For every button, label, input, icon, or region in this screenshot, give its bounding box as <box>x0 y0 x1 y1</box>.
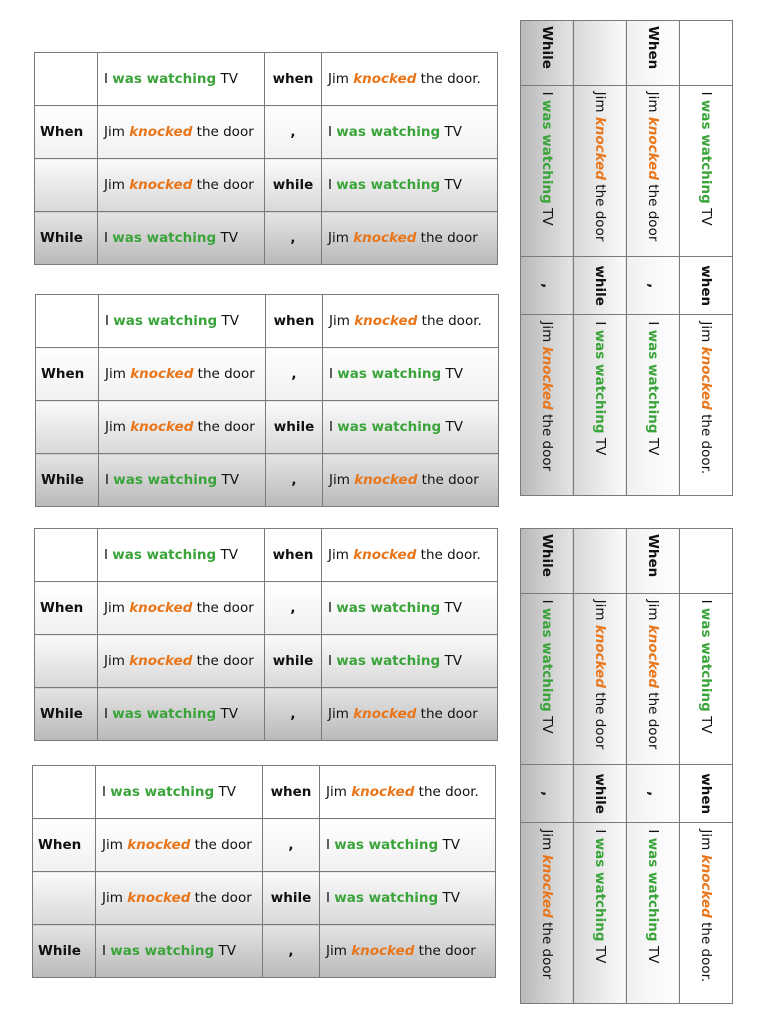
table-row <box>680 529 733 1004</box>
clause-text: I <box>328 653 337 669</box>
clause-text: I <box>105 313 114 329</box>
clause-text: the door. <box>416 71 481 87</box>
past-simple-verb: knocked <box>698 854 714 918</box>
past-continuous-verb: was watching <box>337 419 442 435</box>
past-simple-verb: knocked <box>354 472 418 488</box>
past-simple-verb: knocked <box>353 230 417 246</box>
past-simple-verb: knocked <box>592 116 608 180</box>
past-continuous-verb: was watching <box>334 890 439 906</box>
connector-word: while <box>266 401 323 454</box>
past-simple-verb: knocked <box>353 706 417 722</box>
clause-right <box>574 315 627 496</box>
clause-text: the door <box>192 124 254 140</box>
sentence-table <box>34 528 498 741</box>
clause-left <box>99 348 266 401</box>
past-continuous-verb: was watching <box>112 230 217 246</box>
clause-left <box>98 688 265 741</box>
clause-text: I <box>328 600 337 616</box>
clause-text: the door <box>414 943 476 959</box>
connector-word: when <box>265 53 322 106</box>
clause-text: Jim <box>698 829 714 855</box>
sentence-table <box>35 294 499 507</box>
clause-text: the door. <box>698 409 714 475</box>
clause-right <box>320 766 496 819</box>
clause-text: Jim <box>539 829 555 855</box>
past-continuous-verb: was watching <box>645 837 661 942</box>
clause-text: the door <box>645 688 661 750</box>
clause-right <box>627 823 680 1004</box>
past-continuous-verb: was watching <box>336 653 441 669</box>
clause-left <box>98 529 265 582</box>
row-lead-word <box>574 529 627 594</box>
clause-text: the door. <box>416 547 481 563</box>
past-continuous-verb: was watching <box>334 837 439 853</box>
row-lead-word <box>35 529 98 582</box>
past-simple-verb: knocked <box>351 943 415 959</box>
row-lead-word: While <box>521 21 574 86</box>
clause-text: the door <box>645 180 661 242</box>
table-row <box>35 529 498 582</box>
clause-text: the door <box>192 600 254 616</box>
past-continuous-verb: was watching <box>592 837 608 942</box>
table-row <box>521 21 574 496</box>
clause-right <box>521 823 574 1004</box>
clause-text: Jim <box>104 177 130 193</box>
past-continuous-verb: was watching <box>698 607 714 712</box>
sentence-table-rotated-1 <box>525 20 733 496</box>
clause-text: I <box>326 837 335 853</box>
clause-text: I <box>698 599 714 608</box>
past-simple-verb: knocked <box>645 116 661 180</box>
clause-right <box>322 212 498 265</box>
clause-right <box>320 925 496 978</box>
connector-word: , <box>521 764 574 822</box>
connector-word: when <box>265 529 322 582</box>
past-simple-verb: knocked <box>592 624 608 688</box>
clause-text: the door <box>416 706 478 722</box>
sentence-table <box>34 52 498 265</box>
past-simple-verb: knocked <box>351 784 415 800</box>
clause-text: the door <box>417 472 479 488</box>
clause-left <box>574 593 627 764</box>
clause-right <box>322 688 498 741</box>
clause-left <box>627 85 680 256</box>
clause-left <box>680 593 733 764</box>
table-row <box>35 635 498 688</box>
past-continuous-verb: was watching <box>110 784 215 800</box>
clause-text: TV <box>645 433 661 456</box>
clause-text: the door <box>416 230 478 246</box>
clause-left <box>574 85 627 256</box>
clause-left <box>98 53 265 106</box>
clause-text: TV <box>217 313 239 329</box>
clause-text: TV <box>539 203 555 226</box>
clause-text: Jim <box>105 366 131 382</box>
row-lead-word: While <box>36 454 99 507</box>
past-simple-verb: knocked <box>130 419 194 435</box>
clause-text: Jim <box>328 706 354 722</box>
past-continuous-verb: was watching <box>592 329 608 434</box>
past-simple-verb: knocked <box>129 124 193 140</box>
connector-word: when <box>266 295 323 348</box>
row-lead-word <box>680 529 733 594</box>
row-lead-word: When <box>627 529 680 594</box>
clause-text: I <box>104 706 113 722</box>
clause-text: Jim <box>104 653 130 669</box>
clause-left <box>96 872 263 925</box>
row-lead-word <box>35 635 98 688</box>
sentence-table <box>520 528 733 1004</box>
table-row <box>36 401 499 454</box>
clause-right <box>320 819 496 872</box>
clause-text: Jim <box>102 890 128 906</box>
clause-text: the door <box>539 917 555 980</box>
table-row <box>33 766 496 819</box>
table-row <box>33 819 496 872</box>
clause-text: TV <box>438 837 460 853</box>
clause-left <box>98 582 265 635</box>
clause-text: I <box>104 230 113 246</box>
row-lead-word: When <box>35 582 98 635</box>
clause-text: the door <box>190 837 252 853</box>
clause-text: Jim <box>592 91 608 117</box>
sentence-table <box>32 765 496 978</box>
table-row <box>574 529 627 1004</box>
connector-word: , <box>263 819 320 872</box>
connector-word: , <box>627 764 680 822</box>
clause-right <box>323 401 499 454</box>
clause-text: I <box>326 890 335 906</box>
clause-right <box>323 348 499 401</box>
row-lead-word: When <box>35 106 98 159</box>
clause-text: TV <box>698 203 714 226</box>
clause-left <box>98 106 265 159</box>
connector-word: , <box>266 348 323 401</box>
table-row <box>36 295 499 348</box>
clause-text: TV <box>217 472 239 488</box>
clause-text: the door <box>192 653 254 669</box>
clause-text: Jim <box>539 321 555 347</box>
clause-left <box>96 925 263 978</box>
clause-text: Jim <box>328 230 354 246</box>
connector-word: , <box>265 106 322 159</box>
clause-text: the door <box>592 180 608 242</box>
clause-text: Jim <box>104 600 130 616</box>
clause-text: I <box>104 71 113 87</box>
clause-text: the door. <box>414 784 479 800</box>
clause-text: TV <box>645 941 661 964</box>
table-row <box>627 529 680 1004</box>
connector-word: while <box>265 635 322 688</box>
clause-right <box>323 295 499 348</box>
table-row <box>35 159 498 212</box>
clause-text: TV <box>216 547 238 563</box>
clause-right <box>322 159 498 212</box>
table-row <box>35 53 498 106</box>
past-continuous-verb: was watching <box>110 943 215 959</box>
past-continuous-verb: was watching <box>113 472 218 488</box>
table-row <box>33 925 496 978</box>
past-simple-verb: knocked <box>127 890 191 906</box>
connector-word: when <box>263 766 320 819</box>
past-continuous-verb: was watching <box>336 600 441 616</box>
connector-word: when <box>680 256 733 314</box>
past-continuous-verb: was watching <box>645 329 661 434</box>
clause-text: TV <box>592 433 608 456</box>
past-continuous-verb: was watching <box>539 607 555 712</box>
clause-left <box>98 635 265 688</box>
clause-left <box>521 593 574 764</box>
row-lead-word: When <box>36 348 99 401</box>
clause-left <box>96 819 263 872</box>
clause-text: TV <box>214 943 236 959</box>
clause-text: the door <box>539 409 555 472</box>
clause-left <box>99 401 266 454</box>
clause-right <box>323 454 499 507</box>
clause-left <box>680 85 733 256</box>
connector-word: , <box>521 256 574 314</box>
clause-text: Jim <box>645 91 661 117</box>
past-continuous-verb: was watching <box>112 547 217 563</box>
connector-word: while <box>574 764 627 822</box>
clause-text: Jim <box>329 313 355 329</box>
clause-text: the door <box>190 890 252 906</box>
clause-text: TV <box>441 366 463 382</box>
connector-word: , <box>263 925 320 978</box>
clause-right <box>574 823 627 1004</box>
table-row <box>35 582 498 635</box>
clause-left <box>98 212 265 265</box>
connector-word: , <box>266 454 323 507</box>
row-lead-word <box>574 21 627 86</box>
connector-word: while <box>574 256 627 314</box>
connector-word: while <box>263 872 320 925</box>
clause-text: the door. <box>698 917 714 983</box>
table-row <box>36 348 499 401</box>
clause-text: Jim <box>592 599 608 625</box>
sentence-table-rotated-2 <box>525 528 733 1004</box>
past-simple-verb: knocked <box>129 177 193 193</box>
row-lead-word: When <box>33 819 96 872</box>
past-simple-verb: knocked <box>127 837 191 853</box>
clause-text: I <box>328 124 337 140</box>
clause-text: TV <box>214 784 236 800</box>
clause-text: the door <box>192 177 254 193</box>
clause-text: Jim <box>105 419 131 435</box>
clause-left <box>627 593 680 764</box>
clause-text: TV <box>440 600 462 616</box>
clause-text: Jim <box>328 547 354 563</box>
table-row <box>680 21 733 496</box>
clause-text: TV <box>216 706 238 722</box>
row-lead-word: While <box>35 212 98 265</box>
clause-text: Jim <box>326 943 352 959</box>
clause-text: TV <box>698 711 714 734</box>
clause-right <box>680 315 733 496</box>
row-lead-word <box>33 766 96 819</box>
past-simple-verb: knocked <box>354 313 418 329</box>
past-simple-verb: knocked <box>353 547 417 563</box>
past-continuous-verb: was watching <box>336 177 441 193</box>
past-simple-verb: knocked <box>130 366 194 382</box>
clause-text: TV <box>441 419 463 435</box>
clause-right <box>320 872 496 925</box>
connector-word: when <box>680 764 733 822</box>
row-lead-word <box>36 401 99 454</box>
clause-text: I <box>592 829 608 838</box>
past-continuous-verb: was watching <box>698 99 714 204</box>
past-simple-verb: knocked <box>539 854 555 918</box>
clause-text: TV <box>440 124 462 140</box>
connector-word: , <box>627 256 680 314</box>
clause-text: I <box>102 784 111 800</box>
clause-text: I <box>104 547 113 563</box>
past-continuous-verb: was watching <box>113 313 218 329</box>
table-row <box>35 106 498 159</box>
past-continuous-verb: was watching <box>539 99 555 204</box>
past-continuous-verb: was watching <box>112 706 217 722</box>
clause-right <box>680 823 733 1004</box>
table-row <box>36 454 499 507</box>
clause-text: I <box>645 321 661 330</box>
past-continuous-verb: was watching <box>336 124 441 140</box>
clause-text: Jim <box>329 472 355 488</box>
row-lead-word: While <box>35 688 98 741</box>
clause-text: Jim <box>698 321 714 347</box>
past-simple-verb: knocked <box>698 346 714 410</box>
clause-text: I <box>539 91 555 100</box>
past-simple-verb: knocked <box>539 346 555 410</box>
clause-right <box>322 53 498 106</box>
past-simple-verb: knocked <box>645 624 661 688</box>
clause-right <box>322 635 498 688</box>
sentence-table <box>520 20 733 496</box>
row-lead-word: While <box>521 529 574 594</box>
past-simple-verb: knocked <box>353 71 417 87</box>
connector-word: , <box>265 688 322 741</box>
table-row <box>35 688 498 741</box>
table-row <box>627 21 680 496</box>
clause-text: I <box>329 366 338 382</box>
table-row <box>521 529 574 1004</box>
clause-text: Jim <box>326 784 352 800</box>
clause-text: Jim <box>328 71 354 87</box>
clause-left <box>99 454 266 507</box>
clause-right <box>627 315 680 496</box>
clause-right <box>322 582 498 635</box>
row-lead-word <box>36 295 99 348</box>
clause-text: TV <box>440 653 462 669</box>
clause-text: TV <box>438 890 460 906</box>
clause-text: I <box>328 177 337 193</box>
clause-text: TV <box>216 71 238 87</box>
clause-text: I <box>102 943 111 959</box>
clause-text: TV <box>592 941 608 964</box>
clause-text: Jim <box>102 837 128 853</box>
clause-text: TV <box>539 711 555 734</box>
clause-text: I <box>698 91 714 100</box>
clause-right <box>521 315 574 496</box>
past-simple-verb: knocked <box>129 653 193 669</box>
clause-right <box>322 106 498 159</box>
row-lead-word <box>33 872 96 925</box>
connector-word: while <box>265 159 322 212</box>
row-lead-word <box>680 21 733 86</box>
clause-text: Jim <box>645 599 661 625</box>
clause-left <box>521 85 574 256</box>
clause-left <box>96 766 263 819</box>
clause-text: I <box>105 472 114 488</box>
clause-text: I <box>645 829 661 838</box>
clause-text: Jim <box>104 124 130 140</box>
clause-left <box>99 295 266 348</box>
past-simple-verb: knocked <box>129 600 193 616</box>
row-lead-word: While <box>33 925 96 978</box>
table-row <box>574 21 627 496</box>
clause-text: I <box>329 419 338 435</box>
table-row <box>35 212 498 265</box>
clause-text: the door <box>193 366 255 382</box>
row-lead-word <box>35 53 98 106</box>
clause-text: the door <box>193 419 255 435</box>
clause-text: I <box>592 321 608 330</box>
clause-text: the door. <box>417 313 482 329</box>
clause-text: TV <box>216 230 238 246</box>
table-row <box>33 872 496 925</box>
clause-text: the door <box>592 688 608 750</box>
past-continuous-verb: was watching <box>112 71 217 87</box>
clause-text: I <box>539 599 555 608</box>
past-continuous-verb: was watching <box>337 366 442 382</box>
connector-word: , <box>265 582 322 635</box>
clause-right <box>322 529 498 582</box>
connector-word: , <box>265 212 322 265</box>
clause-text: TV <box>440 177 462 193</box>
row-lead-word: When <box>627 21 680 86</box>
row-lead-word <box>35 159 98 212</box>
clause-left <box>98 159 265 212</box>
